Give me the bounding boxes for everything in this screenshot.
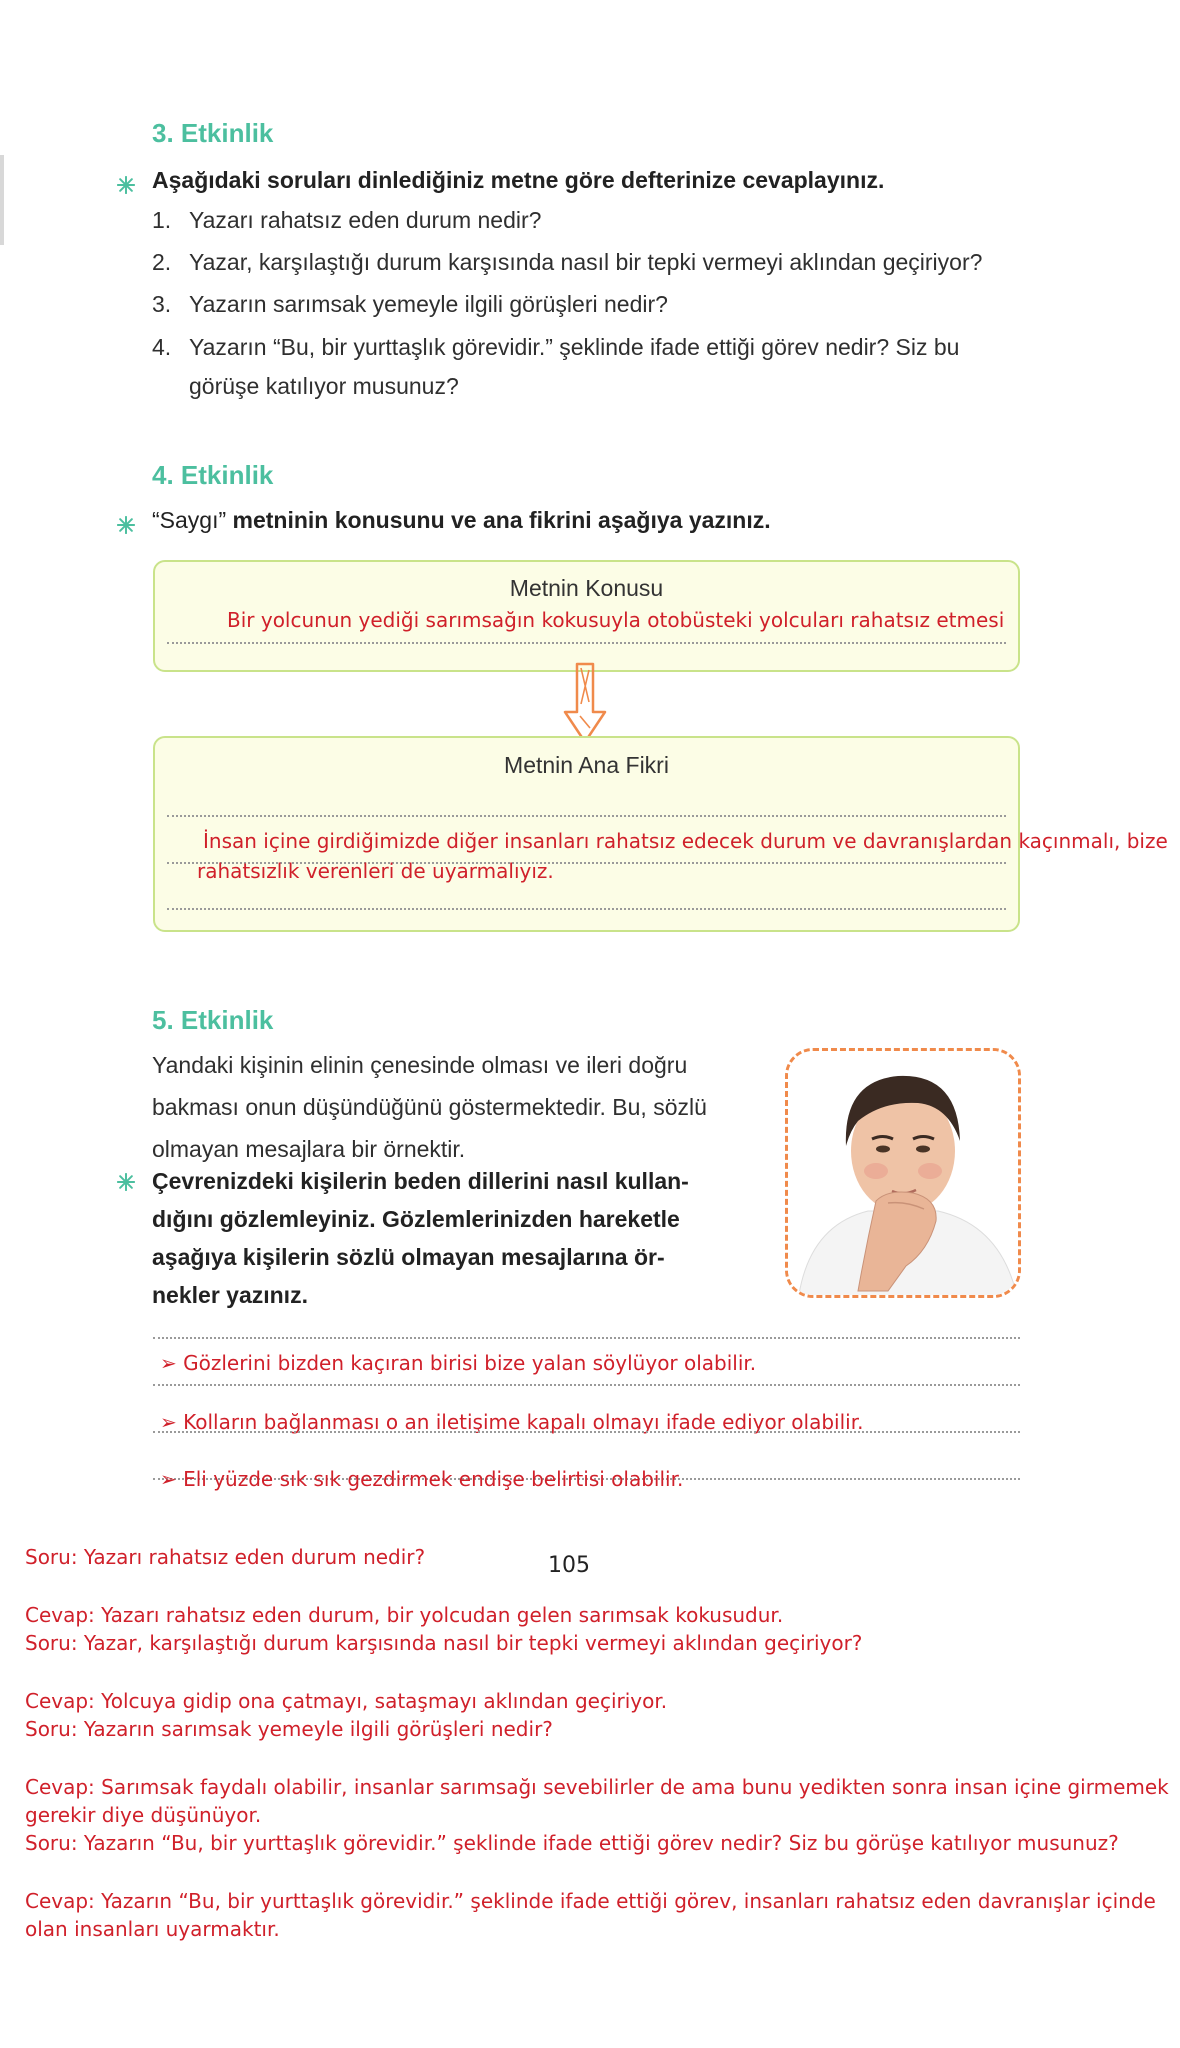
qa-line: Soru: Yazarı rahatsız eden durum nedir? [25,1545,426,1569]
qa-line: Cevap: Yolcuya gidip ona çatmayı, sataşmayı aklından geçiriyor. [25,1689,668,1713]
answer-line [153,1337,1020,1339]
sparkle-icon [117,176,135,194]
sparkle-icon [117,516,135,534]
qa-line: Soru: Yazarın “Bu, bir yurttaşlık görevidir.” şeklinde ifade ettiği görev nedir? Siz bu görüşe katılıyor musunuz? [25,1831,1119,1855]
section-3-instruction: Aşağıdaki soruları dinlediğiniz metne göre defterinize cevaplayınız. [152,167,885,193]
section-5-title: 5. Etkinlik [152,1005,274,1035]
question-item: 3. Yazarın sarımsak yemeyle ilgili görüşleri nedir? [152,291,668,317]
topic-box-title: Metnin Konusu [509,575,664,601]
qa-line: Cevap: Sarımsak faydalı olabilir, insanlar sarımsağı sevebilirler de ama bunu yedikten sonra insan içine girmemek [25,1775,1169,1799]
nonverbal-answer-3: ➢ Eli yüzde sık sık gezdirmek endişe belirtisi olabilir. [160,1467,684,1491]
qa-line: Soru: Yazarın sarımsak yemeyle ilgili görüşleri nedir? [25,1717,553,1741]
section-4-instruction: “Saygı” metninin konusunu ve ana fikrini aşağıya yazınız. [152,507,771,533]
topic-box [153,560,1020,672]
thinking-boy-illustration [788,1051,1021,1298]
page-number: 105 [548,1553,590,1578]
section-5-paragraph: Yandaki kişinin elinin çenesinde olması ve ileri doğru bakması onun düşündüğünü göstermektedir. Bu, sözlü olmayan mesajlara bir örnektir. [152,1052,707,1162]
main-idea-answer-line1: İnsan içine girdiğimizde diğer insanları rahatsız edecek durum ve davranışlardan kaçınmalı, bize [203,829,1168,853]
topic-answer: Bir yolcunun yediği sarımsağın kokusuyla otobüsteki yolcuları rahatsız etmesi [227,608,1005,632]
question-item-continuation: görüşe katılıyor musunuz? [189,373,459,399]
sparkle-icon [117,1173,135,1191]
nonverbal-answer-2: ➢ Kolların bağlanması o an iletişime kapalı olmayı ifade ediyor olabilir. [160,1410,864,1434]
nonverbal-answer-1: ➢ Gözlerini bizden kaçıran birisi bize yalan söylüyor olabilir. [160,1351,757,1375]
question-item: 4. Yazarın “Bu, bir yurttaşlık görevidir.” şeklinde ifade ettiği görev nedir? Siz bu [152,334,960,360]
arrow-down-icon [560,662,610,746]
main-idea-box-title: Metnin Ana Fikri [504,752,669,778]
answer-line [153,1384,1020,1386]
question-item: 1. Yazarı rahatsız eden durum nedir? [152,207,542,233]
page-edge-mark [0,155,4,245]
qa-line: olan insanları uyarmaktır. [25,1917,280,1941]
section-4-title: 4. Etkinlik [152,460,274,490]
answer-line [167,908,1006,910]
section-5-instruction: Çevrenizdeki kişilerin beden dillerini nasıl kullan- dığını gözlemleyiniz. Gözlemlerinizden hareketle aşağıya kişilerin sözlü olmayan mesajlarına ör- nekler yazınız. [152,1168,689,1308]
answer-line [153,1431,1020,1433]
qa-line: Soru: Yazar, karşılaştığı durum karşısında nasıl bir tepki vermeyi aklından geçiriyor? [25,1631,863,1655]
answer-line [167,642,1006,644]
question-item: 2. Yazar, karşılaştığı durum karşısında nasıl bir tepki vermeyi aklından geçiriyor? [152,249,983,275]
thinking-boy-photo [785,1048,1021,1298]
answer-line [167,815,1006,817]
qa-line: Cevap: Yazarı rahatsız eden durum, bir yolcudan gelen sarımsak kokusudur. [25,1603,784,1627]
qa-line: Cevap: Yazarın “Bu, bir yurttaşlık görevidir.” şeklinde ifade ettiği görev, insanları rahatsız eden davranışlar içinde [25,1889,1156,1913]
main-idea-answer-line2: rahatsızlık verenleri de uyarmalıyız. [197,859,554,883]
section-3-title: 3. Etkinlik [152,118,274,148]
qa-line: gerekir diye düşünüyor. [25,1803,262,1827]
